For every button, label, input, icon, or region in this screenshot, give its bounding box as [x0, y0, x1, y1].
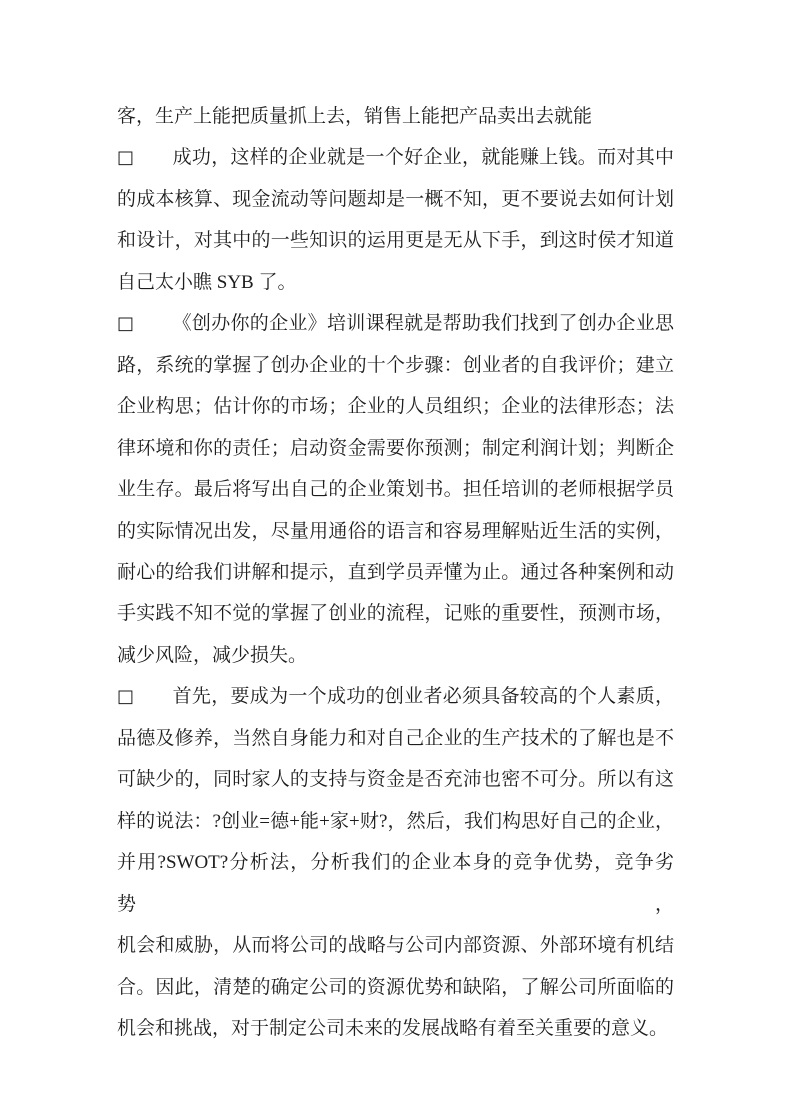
text-line: 机会和挑战，对于制定公司未来的发展战略有着至关重要的意义。 [117, 1017, 669, 1039]
missing-glyph-box: □ [117, 686, 135, 708]
text-line: 企业构思；估计你的市场；企业的人员组织；企业的法律形态；法 [117, 396, 674, 418]
text-line: 路，系统的掌握了创办企业的十个步骤：创业者的自我评价；建立 [117, 354, 674, 376]
text-line: 合。因此，清楚的确定公司的资源优势和缺陷，了解公司所面临的 [117, 976, 674, 998]
missing-glyph-box: □ [117, 313, 135, 335]
indent-spacer [134, 328, 172, 329]
text-line: 样的说法：?创业=德+能+家+财?，然后，我们构思好自己的企业， [117, 810, 674, 832]
paragraph [117, 96, 674, 137]
text-line: 和设计，对其中的一些知识的运用更是无从下手，到这时侯才知道 [117, 230, 674, 252]
text-line: 并用?SWOT?分析法，分析我们的企业本身的竞争优势，竞争劣势， [117, 852, 674, 915]
indent-spacer [134, 162, 172, 163]
text-line: 耐心的给我们讲解和提示，直到学员弄懂为止。通过各种案例和动 [117, 561, 674, 583]
line-text: 《创办你的企业》培训课程就是帮助我们找到了创办企业思 [172, 313, 674, 335]
text-line: 机会和威胁，从而将公司的战略与公司内部资源、外部环境有机结 [117, 935, 674, 957]
text-line: 业生存。最后将写出自己的企业策划书。担任培训的老师根据学员 [117, 479, 674, 501]
paragraph [117, 303, 674, 676]
text-line: 律环境和你的责任；启动资金需要你预测；制定利润计划；判断企 [117, 437, 674, 459]
paragraph [117, 676, 674, 1049]
paragraph [117, 137, 674, 303]
text-line: 自己太小瞧 SYB 了。 [117, 271, 297, 293]
line-text: 首先，要成为一个成功的创业者必须具备较高的个人素质， [172, 686, 674, 708]
text-line: 的实际情况出发，尽量用通俗的语言和容易理解贴近生活的实例， [117, 520, 674, 542]
text-line [117, 137, 674, 178]
line-text: 成功，这样的企业就是一个好企业，就能赚上钱。而对其中 [172, 147, 674, 169]
indent-spacer [134, 701, 172, 702]
text-line: 客，生产上能把质量抓上去，销售上能把产品卖出去就能 [117, 106, 593, 127]
text-line [117, 676, 674, 717]
missing-glyph-box: □ [117, 147, 135, 169]
text-line: 品德及修养，当然自身能力和对自己企业的生产技术的了解也是不 [117, 727, 674, 749]
text-line: 减少风险，减少损失。 [117, 644, 308, 666]
text-line: 的成本核算、现金流动等问题却是一概不知，更不要说去如何计划 [117, 188, 674, 210]
text-line [117, 303, 674, 344]
text-line: 手实践不知不觉的掌握了创业的流程，记账的重要性，预测市场， [117, 603, 674, 625]
document-text-block [117, 96, 674, 1049]
text-line: 可缺少的，同时家人的支持与资金是否充沛也密不可分。所以有这 [117, 769, 674, 791]
